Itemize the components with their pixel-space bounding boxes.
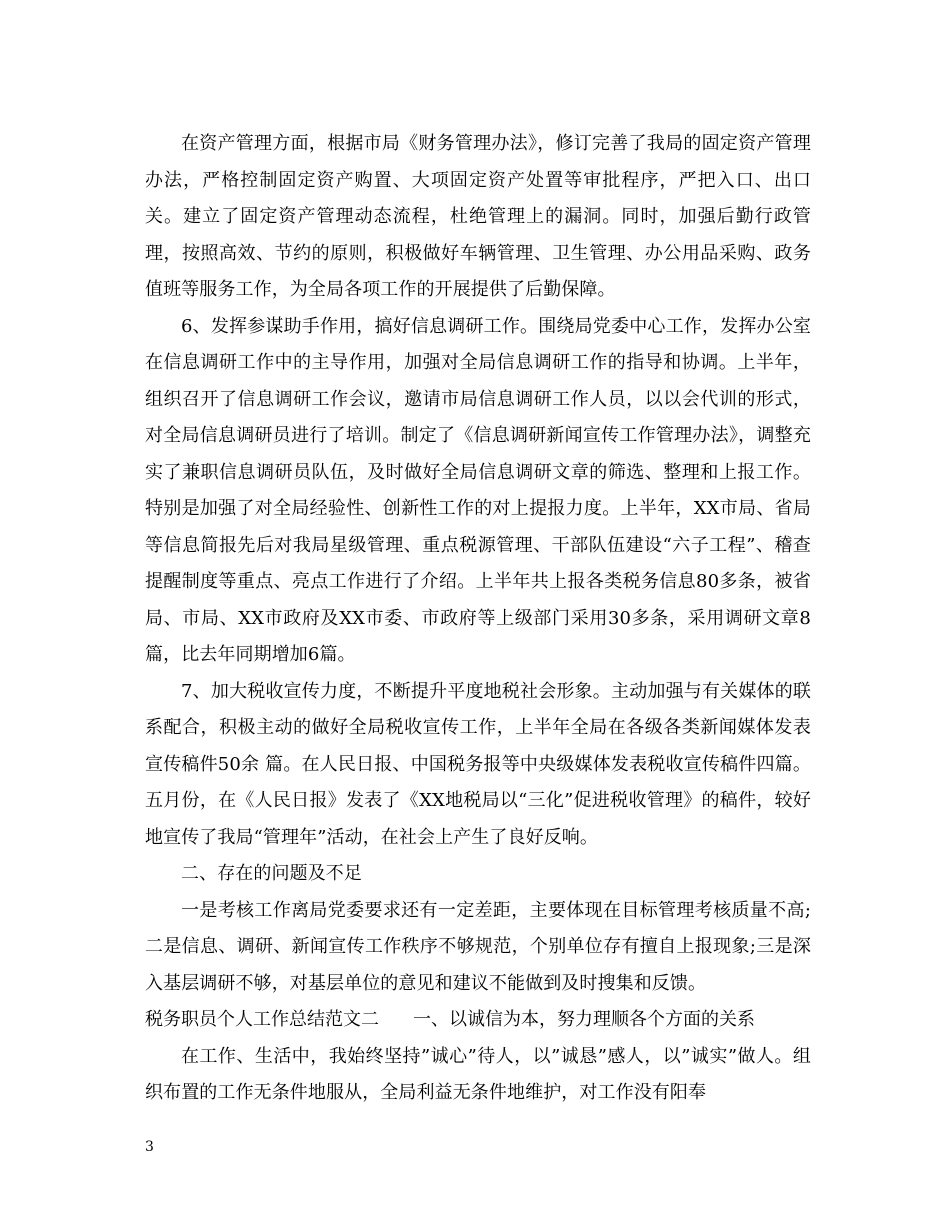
- paragraph-asset-management: 在资产管理方面，根据市局《财务管理办法》，修订完善了我局的固定资产管理办法，严格控制固定资产购置、大项固定资产处置等审批程序，严把入口、出口关。建立了固定资产管理动态流程，杜绝管理上的漏洞。同时，加强后勤行政管理，按照高效、节约的原则，积极做好车辆管理、卫生管理、办公用品采购、政务值班等服务工作，为全局各项工作的开展提供了后勤保障。: [145, 133, 811, 300]
- document-body: [145, 126, 811, 1112]
- section-heading-problems: 二、存在的问题及不足: [181, 863, 362, 884]
- article-title: 税务职员个人工作总结范文二: [145, 1009, 379, 1030]
- paragraph-problems: 一是考核工作离局党委要求还有一定差距，主要体现在目标管理考核质量不高;二是信息、调研、新闻宣传工作秩序不够规范，个别单位存有擅自上报现象;三是深入基层调研不够，对基层单位的意见和建议不能做到及时搜集和反馈。: [145, 899, 811, 994]
- paragraph-integrity: 在工作、生活中，我始终坚持”诚心”待人，以”诚恳”感人，以”诚实”做人。组织布置的工作无条件地服从，全局利益无条件地维护，对工作没有阳奉: [145, 1045, 811, 1103]
- paragraph-tax-publicity: 7、加大税收宣传力度，不断提升平度地税社会形象。主动加强与有关媒体的联系配合，积极主动的做好全局税收宣传工作，上半年全局在各级各类新闻媒体发表宣传稿件50余 篇。在人民日报、中国税务报等中央级媒体发表税收宣传稿件四篇。五月份，在《人民日报》发表了《XX地税局以“三化”促进税收管理》的稿件，较好地宣传了我局“管理年”活动，在社会上产生了良好反响。: [145, 680, 811, 848]
- page-number: 3: [145, 1139, 154, 1155]
- paragraph-info-research: 6、发挥参谋助手作用，搞好信息调研工作。围绕局党委中心工作，发挥办公室在信息调研工作中的主导作用，加强对全局信息调研工作的指导和协调。上半年，组织召开了信息调研工作会议，邀请市局信息调研工作人员，以以会代训的形式，对全局信息调研员进行了培训。制定了《信息调研新闻宣传工作管理办法》，调整充实了兼职信息调研员队伍，及时做好全局信息调研文章的筛选、整理和上报工作。特别是加强了对全局经验性、创新性工作的对上提报力度。上半年，XX市局、省局等信息简报先后对我局星级管理、重点税源管理、干部队伍建设“六子工程”、稽查提醒制度等重点、亮点工作进行了介绍。上半年共上报各类税务信息80多条，被省局、市局、XX市政府及XX市委、市政府等上级部门采用30多条，采用调研文章8篇，比去年同期增加6篇。: [145, 315, 811, 665]
- article-title-line: [145, 1002, 811, 1039]
- article-subtitle: 一、以诚信为本，努力理顺各个方面的关系: [413, 1009, 755, 1030]
